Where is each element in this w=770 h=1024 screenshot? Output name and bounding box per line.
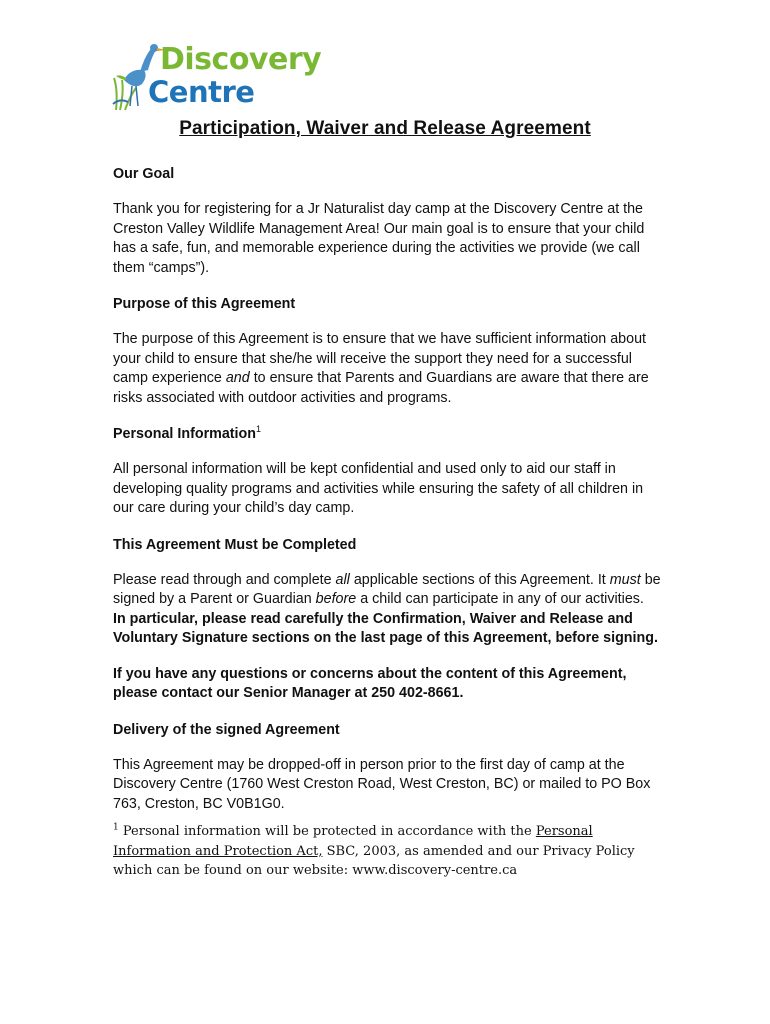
logo-text-centre: Centre bbox=[148, 75, 255, 109]
footnote-mark: 1 bbox=[113, 822, 119, 833]
paragraph-purpose: The purpose of this Agreement is to ensure that we have sufficient information about your child to ensure that she/he will receive the support they need for a successful camp experience and to ensure that Parents and Guardians are aware that there are risks associated with outdoor activities and programs. bbox=[113, 331, 649, 406]
logo-text-discovery: Discovery bbox=[160, 42, 322, 77]
heading-delivery: Delivery of the signed Agreement bbox=[113, 721, 340, 738]
paragraph-our-goal: Thank you for registering for a Jr Naturalist day camp at the Discovery Centre at the Creston Valley Wildlife Management Area! Our main goal is to ensure that your child has a safe, fun, and memorable experience during the activities we provide (we call them “camps”). bbox=[113, 201, 645, 276]
footnote: $^1$ Personal information will be protected in accordance with the Personal Information and Protection Act, SBC, 2003, as amended and our Privacy Policy which can be found on our website: www.discovery-centre.ca bbox=[113, 822, 635, 878]
agreement-body bbox=[113, 164, 661, 881]
act-reference: Personal Information and Protection Act, bbox=[113, 824, 593, 859]
heading-purpose: Purpose of this Agreement bbox=[113, 296, 296, 312]
heading-personal-information: Personal Information$^1$ bbox=[113, 424, 262, 442]
page-title: Participation, Waiver and Release Agreement bbox=[179, 118, 591, 139]
paragraph-questions-contact: If you have any questions or concerns about the content of this Agreement, please contact our Senior Manager at 250 402-8661. bbox=[113, 665, 627, 701]
paragraph-personal-information: All personal information will be kept confidential and used only to aid our staff in developing quality programs and activities while ensuring the safety of all children in our care during your child’s day camp. bbox=[113, 461, 644, 516]
heading-our-goal: Our Goal bbox=[113, 166, 175, 182]
heading-must-be-completed: This Agreement Must be Completed bbox=[113, 536, 357, 553]
discovery-centre-logo bbox=[110, 40, 330, 112]
paragraph-delivery: This Agreement may be dropped-off in person prior to the first day of camp at the Discovery Centre (1760 West Creston Road, West Creston, BC) or mailed to PO Box 763, Creston, BC V0B1G0. bbox=[113, 756, 651, 812]
footnote-reference: 1 bbox=[256, 424, 262, 435]
paragraph-must-be-completed: Please read through and complete all applicable sections of this Agreement. It must be signed by a Parent or Guardian before a child can participate in any of our activities. In particular, please read carefully the Confirmation, Waiver and Release and Voluntary Signature sections on the last page of this Agreement, before signing. bbox=[113, 571, 661, 646]
